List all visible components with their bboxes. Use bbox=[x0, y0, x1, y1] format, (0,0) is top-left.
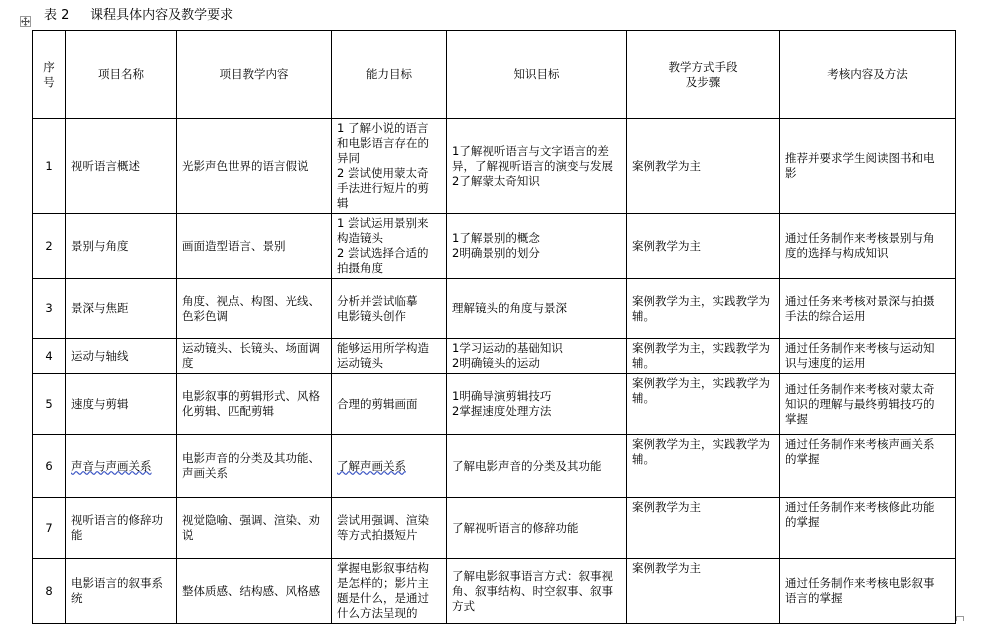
cell-content: 运动镜头、长镜头、场面调 度 bbox=[177, 339, 332, 374]
cell-knowledge: 1了解景别的概念 2明确景别的划分 bbox=[447, 214, 627, 279]
header-cell-method: 教学方式手段 及步骤 bbox=[627, 31, 780, 119]
cell-no: 7 bbox=[33, 498, 66, 559]
header-cell-ability: 能力目标 bbox=[332, 31, 447, 119]
table-row bbox=[33, 559, 956, 624]
table-title: 课程具体内容及教学要求 bbox=[90, 8, 234, 23]
cell-no: 8 bbox=[33, 559, 66, 624]
table-row bbox=[33, 119, 956, 214]
cell-assessment: 通过任务来考核对景深与拍摄 手法的综合运用 bbox=[780, 279, 956, 339]
cell-content: 电影声音的分类及其功能、 声画关系 bbox=[177, 435, 332, 498]
table-row bbox=[33, 435, 956, 498]
cell-knowledge: 了解电影声音的分类及其功能 bbox=[447, 435, 627, 498]
cell-method: 案例教学为主 bbox=[627, 559, 780, 624]
cell-method: 案例教学为主，实践教学为 辅。 bbox=[627, 339, 780, 374]
cell-content: 电影叙事的剪辑形式、风格 化剪辑、匹配剪辑 bbox=[177, 374, 332, 435]
cell-ability: 合理的剪辑画面 bbox=[332, 374, 447, 435]
header-cell-knowledge: 知识目标 bbox=[447, 31, 627, 119]
table-caption bbox=[44, 7, 233, 25]
cell-project-name: 速度与剪辑 bbox=[66, 374, 177, 435]
cell-no: 2 bbox=[33, 214, 66, 279]
header-cell-assessment: 考核内容及方法 bbox=[780, 31, 956, 119]
cell-knowledge: 理解镜头的角度与景深 bbox=[447, 279, 627, 339]
cell-no: 1 bbox=[33, 119, 66, 214]
cell-no: 5 bbox=[33, 374, 66, 435]
table-row bbox=[33, 374, 956, 435]
cell-content: 画面造型语言、景别 bbox=[177, 214, 332, 279]
cell-content: 光影声色世界的语言假说 bbox=[177, 119, 332, 214]
header-cell-no: 序 号 bbox=[33, 31, 66, 119]
cell-ability: 1 了解小说的语言 和电影语言存在的 异同 2 尝试使用蒙太奇 手法进行短片的剪 辑 bbox=[332, 119, 447, 214]
cell-method: 案例教学为主 bbox=[627, 498, 780, 559]
table-row bbox=[33, 498, 956, 559]
cell-no: 6 bbox=[33, 435, 66, 498]
table-row bbox=[33, 339, 956, 374]
cell-project-name: 视听语言的修辞功 能 bbox=[66, 498, 177, 559]
cell-assessment: 通过任务制作来考核电影叙事 语言的掌握 bbox=[780, 559, 956, 624]
cell-method: 案例教学为主 bbox=[627, 214, 780, 279]
cell-content: 角度、视点、构图、光线、 色彩色调 bbox=[177, 279, 332, 339]
cell-method: 案例教学为主，实践教学为 辅。 bbox=[627, 374, 780, 435]
cell-knowledge: 1学习运动的基础知识 2明确镜头的运动 bbox=[447, 339, 627, 374]
cell-ability: 了解声画关系 bbox=[332, 435, 447, 498]
cell-assessment: 推荐并要求学生阅读图书和电 影 bbox=[780, 119, 956, 214]
cell-assessment: 通过任务制作来考核修此功能 的掌握 bbox=[780, 498, 956, 559]
cell-method: 案例教学为主，实践教学为 辅。 bbox=[627, 435, 780, 498]
cell-assessment: 通过任务制作来考核与运动知 识与速度的运用 bbox=[780, 339, 956, 374]
page-corner-marker bbox=[956, 616, 964, 621]
cell-ability: 能够运用所学构造 运动镜头 bbox=[332, 339, 447, 374]
cell-assessment: 通过任务制作来考核声画关系 的掌握 bbox=[780, 435, 956, 498]
cell-assessment: 通过任务制作来考核景别与角 度的选择与构成知识 bbox=[780, 214, 956, 279]
cell-no: 4 bbox=[33, 339, 66, 374]
table-move-handle-icon[interactable] bbox=[20, 16, 31, 27]
cell-method: 案例教学为主 bbox=[627, 119, 780, 214]
table-row bbox=[33, 279, 956, 339]
cell-ability: 1 尝试运用景别来 构造镜头 2 尝试选择合适的 拍摄角度 bbox=[332, 214, 447, 279]
cell-no: 3 bbox=[33, 279, 66, 339]
header-cell-project-name: 项目名称 bbox=[66, 31, 177, 119]
cell-project-name: 运动与轴线 bbox=[66, 339, 177, 374]
cell-method: 案例教学为主，实践教学为 辅。 bbox=[627, 279, 780, 339]
cell-project-name: 景别与角度 bbox=[66, 214, 177, 279]
cell-ability: 尝试用强调、渲染 等方式拍摄短片 bbox=[332, 498, 447, 559]
cell-content: 视觉隐喻、强调、渲染、劝 说 bbox=[177, 498, 332, 559]
cell-knowledge: 1了解视听语言与文字语言的差 异，了解视听语言的演变与发展 2了解蒙太奇知识 bbox=[447, 119, 627, 214]
table-number: 表 2 bbox=[44, 8, 70, 23]
header-cell-content: 项目教学内容 bbox=[177, 31, 332, 119]
cell-assessment: 通过任务制作来考核对蒙太奇 知识的理解与最终剪辑技巧的 掌握 bbox=[780, 374, 956, 435]
cell-knowledge: 了解视听语言的修辞功能 bbox=[447, 498, 627, 559]
cell-project-name: 景深与焦距 bbox=[66, 279, 177, 339]
cell-project-name: 视听语言概述 bbox=[66, 119, 177, 214]
header-row bbox=[33, 31, 956, 119]
cell-ability: 掌握电影叙事结构 是怎样的；影片主 题是什么，是通过 什么方法呈现的 bbox=[332, 559, 447, 624]
cell-knowledge: 1明确导演剪辑技巧 2掌握速度处理方法 bbox=[447, 374, 627, 435]
cell-ability: 分析并尝试临摹 电影镜头创作 bbox=[332, 279, 447, 339]
cell-project-name: 电影语言的叙事系 统 bbox=[66, 559, 177, 624]
table-row bbox=[33, 214, 956, 279]
cell-knowledge: 了解电影叙事语言方式：叙事视 角、叙事结构、时空叙事、叙事 方式 bbox=[447, 559, 627, 624]
cell-content: 整体质感、结构感、风格感 bbox=[177, 559, 332, 624]
cell-project-name: 声音与声画关系 bbox=[66, 435, 177, 498]
course-content-table bbox=[32, 30, 956, 624]
